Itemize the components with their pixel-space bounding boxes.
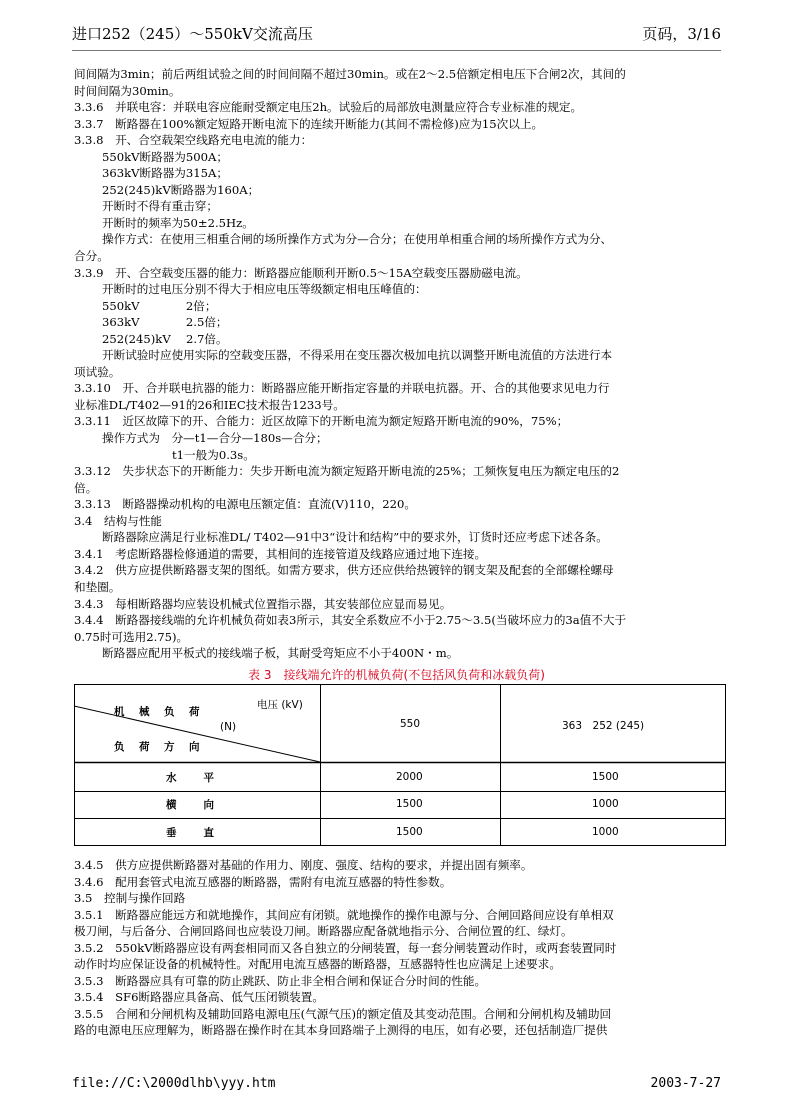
column-header-363-252: 363 252 (245)	[562, 720, 645, 732]
paragraph: 3.3.9 开、合空载变压器的能力：断路器应能顺利开断0.5～15A空载变压器励磁电流。	[74, 265, 528, 280]
paragraph: 363kV 2.5倍；	[102, 315, 228, 330]
paragraph: 项试验。	[74, 364, 121, 379]
load-table	[74, 684, 726, 846]
paragraph: 和垫圈。	[74, 579, 121, 594]
paragraph: 3.5.2 550kV断路器应设有两套相同而又各自独立的分闸装置，每一套分闸装置动作时，或两套装置同时	[74, 940, 617, 955]
row-label-transverse: 横 向	[166, 799, 216, 811]
header-title: 进口252（245）～550kV交流高压	[72, 24, 313, 43]
footer-file-path: file://C:\2000dlhb\yyy.htm	[72, 1076, 276, 1091]
header-rule	[72, 50, 721, 51]
table-cell: 1000	[592, 798, 619, 810]
paragraph: 3.3.13 断路器操动机构的电源电压额定值：直流(V)110，220。	[74, 497, 417, 512]
paragraph: 3.3.12 失步状态下的开断能力：失步开断电流为额定短路开断电流的25%；工频恢复电压为额定电压的2	[74, 464, 620, 479]
table-cell: 1000	[592, 826, 619, 838]
table-cell: 2000	[396, 771, 423, 783]
paragraph: 开断时的过电压分别不得大于相应电压等级额定相电压峰值的：	[102, 282, 427, 297]
paragraph: 3.4.1 考虑断路器检修通道的需要，其相间的连接管道及线路应通过地下连接。	[74, 546, 487, 561]
paragraph: 3.5.4 SF6断路器应具备高、低气压闭锁装置。	[74, 990, 324, 1005]
paragraph: 间间隔为3min；前后两组试验之间的时间间隔不超过30min。或在2～2.5倍额定相电压下合闸2次，其间的	[74, 67, 626, 81]
paragraph: 3.4.6 配用套管式电流互感器的断路器，需附有电流互感器的特性参数。	[74, 874, 452, 889]
paragraph: 0.75时可选用2.75)。	[74, 629, 189, 644]
paragraph: 3.3.7 断路器在100%额定短路开断电流下的连续开断能力(其间不需检修)应为15次以上。	[74, 116, 544, 131]
corner-unit-label: (N)	[220, 721, 237, 733]
paragraph: 3.5.1 断路器应能远方和就地操作，其间应有闭锁。就地操作的操作电源与分、合闸回路间应设有单相双	[74, 907, 614, 922]
paragraph: 3.3.10 开、合并联电抗器的能力：断路器应能开断指定容量的并联电抗器。开、合的其他要求见电力行	[74, 381, 610, 396]
paragraph: 252(245)kV 2.7倍。	[102, 331, 228, 346]
paragraph: 3.5.5 合闸和分闸机构及辅助回路电源电压(气源气压)的额定值及其变动范围。合闸和分闸机构及辅助回	[74, 1006, 612, 1021]
table-caption: 表 3 接线端允许的机械负荷(不包括风负荷和冰载负荷)	[248, 668, 545, 682]
paragraph: 3.5 控制与操作回路	[74, 891, 186, 906]
paragraph: 3.3.6 并联电容：并联电容应能耐受额定电压2h。试验后的局部放电测量应符合专业标准的规定。	[74, 100, 583, 115]
paragraph: 极刀闸，与后备分、合闸回路间也应装设刀闸。断路器应配备就地指示分、合闸位置的红、绿灯。	[74, 924, 573, 939]
table-cell: 1500	[396, 826, 423, 838]
paragraph: 3.4 结构与性能	[74, 513, 163, 528]
document-body-top	[74, 66, 726, 662]
paragraph: 断路器应配用平板式的接线端子板，其耐受弯矩应不小于400N・m。	[102, 646, 459, 661]
paragraph: 3.4.2 供方应提供断路器支架的图纸。如需方要求，供方还应供给热镀锌的钢支架及配套的全部螺栓螺母	[74, 563, 614, 578]
paragraph: 操作方式为 分—t1—合分—180s—合分；	[102, 431, 328, 446]
paragraph: 倍。	[74, 480, 98, 495]
paragraph: 路的电源电压应理解为，断路器在操作时在其本身回路端子上测得的电压，如有必要，还包括制造厂提供	[74, 1023, 608, 1038]
paragraph: 3.4.5 供方应提供断路器对基础的作用力、刚度、强度、结构的要求，并提出固有频率。	[74, 858, 533, 872]
header-page-number: 页码，3/16	[642, 24, 721, 43]
paragraph: 3.3.8 开、合空载架空线路充电电流的能力：	[74, 133, 313, 148]
paragraph: 550kV断路器为500A；	[102, 149, 228, 164]
paragraph: 动作时均应保证设备的机械特性。对配用电流互感器的断路器，互感器特性也应满足上述要求。	[74, 957, 561, 972]
paragraph: 363kV断路器为315A；	[102, 166, 228, 181]
paragraph: 3.5.3 断路器应具有可靠的防止跳跃、防止非全相合闸和保证合分时间的性能。	[74, 973, 487, 988]
paragraph: 550kV 2倍；	[102, 298, 217, 313]
paragraph: 业标准DL/T402—91的26和IEC技术报告1233号。	[74, 397, 345, 412]
paragraph: 3.3.11 近区故障下的开、合能力：近区故障下的开断电流为额定短路开断电流的90%，75%；	[74, 414, 569, 429]
row-label-horizontal: 水 平	[166, 772, 216, 784]
page-footer	[72, 1076, 721, 1091]
corner-load-label: 机 械 负 荷	[114, 706, 202, 718]
paragraph: 252(245)kV断路器为160A；	[102, 182, 260, 197]
column-header-550: 550	[400, 718, 421, 730]
paragraph: 操作方式：在使用三相重合闸的场所操作方式为分—合分；在使用单相重合闸的场所操作方式为分、	[102, 232, 613, 247]
footer-date: 2003-7-27	[650, 1076, 721, 1091]
corner-voltage-label: 电压 (kV)	[257, 699, 303, 711]
paragraph: 合分。	[74, 249, 109, 264]
row-label-vertical: 垂 直	[166, 827, 216, 839]
paragraph: 开断试验时应使用实际的空载变压器，不得采用在变压器次极加电抗以调整开断电流值的方法进行本	[102, 348, 613, 363]
paragraph: 3.4.3 每相断路器均应装设机械式位置指示器，其安装部位应显而易见。	[74, 596, 452, 611]
page-header	[72, 20, 721, 46]
corner-direction-label: 负 荷 方 向	[114, 741, 202, 753]
paragraph: t1一般为0.3s。	[172, 447, 255, 462]
document-body-bottom	[74, 857, 726, 1039]
paragraph: 开断时的频率为50±2.5Hz。	[102, 215, 254, 230]
paragraph: 3.4.4 断路器接线端的允许机械负荷如表3所示，其安全系数应不小于2.75～3.5(当破坏应力的3a值不大于	[74, 613, 627, 628]
paragraph: 时间间隔为30min。	[74, 83, 181, 98]
table-cell: 1500	[396, 798, 423, 810]
table-cell: 1500	[592, 771, 619, 783]
paragraph: 断路器除应满足行业标准DL/ T402—91中3“设计和结构”中的要求外，订货时还应考虑下述各条。	[102, 530, 608, 545]
paragraph: 开断时不得有重击穿；	[102, 199, 218, 214]
